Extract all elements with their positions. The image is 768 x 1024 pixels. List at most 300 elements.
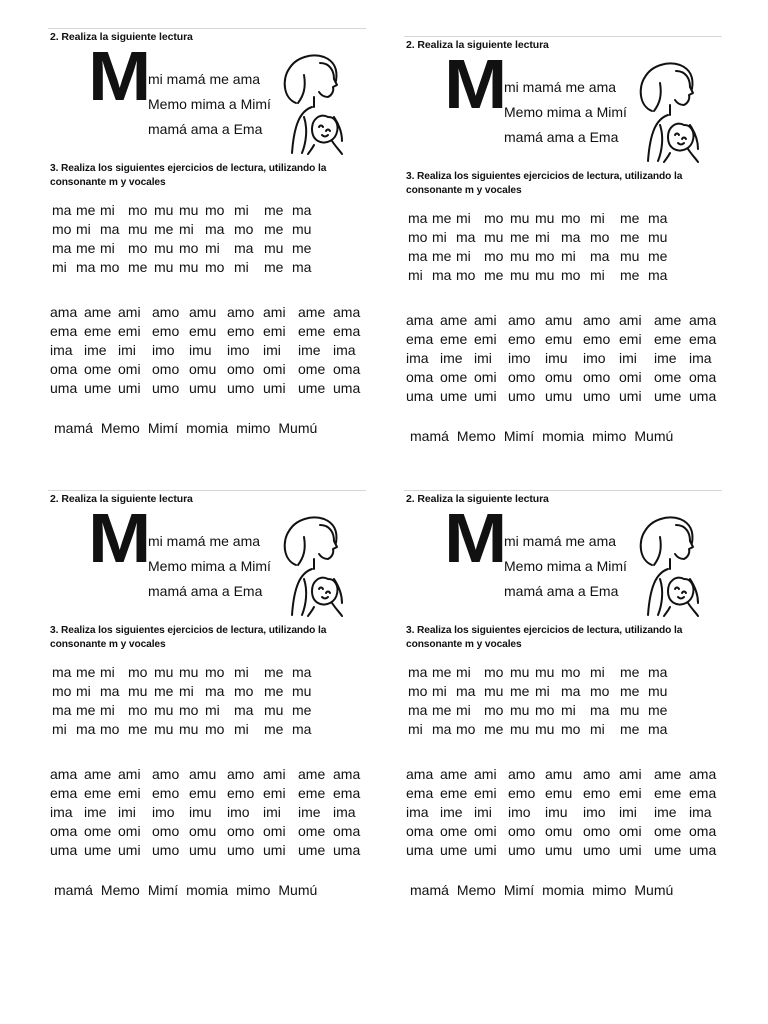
- syllable: ma: [408, 247, 428, 264]
- vowel-syllable: emo: [152, 784, 180, 801]
- vowel-syllable: umo: [583, 387, 611, 404]
- syllable: me: [154, 682, 174, 699]
- reading-word: mamá: [54, 882, 93, 898]
- syllable: mu: [154, 258, 174, 275]
- syllable: mo: [456, 720, 476, 737]
- syllable: mi: [432, 228, 447, 245]
- syllable: mu: [484, 682, 504, 699]
- syllable: mu: [535, 266, 555, 283]
- vowel-syllable: omi: [118, 822, 141, 839]
- vowel-syllable-grid: [406, 310, 723, 405]
- vowel-syllable: amo: [227, 303, 255, 320]
- big-letter-m: M: [88, 499, 150, 578]
- syllable: ma: [408, 701, 428, 718]
- vowel-syllable: umi: [118, 841, 141, 858]
- vowel-syllable: ume: [440, 387, 468, 404]
- vowel-syllable: omo: [583, 822, 611, 839]
- syllable: mu: [620, 701, 640, 718]
- syllable: ma: [590, 701, 610, 718]
- syllable: ma: [408, 663, 428, 680]
- vowel-syllable: eme: [84, 322, 112, 339]
- syllable: mi: [100, 239, 115, 256]
- vowel-syllable: umi: [263, 841, 286, 858]
- reading-sentence: mamá ama a Ema: [148, 583, 263, 599]
- vowel-syllable: ami: [263, 303, 286, 320]
- vowel-syllable: imo: [583, 803, 606, 820]
- syllable: me: [264, 663, 284, 680]
- vowel-syllable: emi: [619, 784, 642, 801]
- vowel-syllable: ima: [333, 341, 356, 358]
- syllable-grid: [52, 200, 314, 276]
- syllable: ma: [561, 682, 581, 699]
- word-list: [410, 428, 681, 444]
- syllable: ma: [292, 258, 312, 275]
- reading-sentence: mi mamá me ama: [504, 533, 617, 549]
- syllable: mi: [100, 701, 115, 718]
- vowel-syllable: ime: [84, 341, 107, 358]
- vowel-syllable: umu: [545, 841, 573, 858]
- separator-line: [48, 28, 366, 29]
- vowel-syllable: eme: [654, 784, 682, 801]
- vowel-syllable: eme: [654, 330, 682, 347]
- vowel-syllable: amo: [508, 311, 536, 328]
- mother-holding-baby-icon: [274, 51, 356, 155]
- vowel-syllable: ema: [333, 784, 361, 801]
- reading-word: mimo: [236, 420, 271, 436]
- syllable: mu: [620, 247, 640, 264]
- vowel-syllable: ume: [440, 841, 468, 858]
- syllable: ma: [205, 682, 225, 699]
- syllable: me: [128, 258, 148, 275]
- syllable: me: [510, 228, 530, 245]
- syllable: mu: [510, 663, 530, 680]
- reading-word: Mimí: [503, 428, 535, 444]
- syllable: mi: [179, 682, 194, 699]
- vowel-syllable: ame: [298, 765, 326, 782]
- vowel-syllable-grid: [406, 764, 723, 859]
- syllable-row: [408, 208, 670, 227]
- vowel-syllable: ima: [50, 803, 73, 820]
- vowel-syllable-row: [50, 340, 367, 359]
- syllable: mu: [264, 701, 284, 718]
- reading-word: Memo: [456, 428, 496, 444]
- vowel-syllable: umo: [227, 841, 255, 858]
- syllable: mo: [590, 228, 610, 245]
- vowel-syllable: imi: [619, 349, 637, 366]
- vowel-syllable-grid: [50, 302, 367, 397]
- vowel-syllable: ame: [654, 765, 682, 782]
- syllable: mu: [510, 266, 530, 283]
- vowel-syllable: oma: [333, 822, 361, 839]
- reading-word: mamá: [410, 882, 449, 898]
- vowel-syllable: ome: [440, 822, 468, 839]
- reading-word: momia: [542, 428, 585, 444]
- syllable-row: [52, 200, 314, 219]
- vowel-syllable: imo: [152, 803, 175, 820]
- vowel-syllable: amo: [227, 765, 255, 782]
- vowel-syllable: uma: [50, 379, 78, 396]
- word-list: [410, 882, 681, 898]
- vowel-syllable: ama: [50, 303, 78, 320]
- vowel-syllable: eme: [298, 784, 326, 801]
- syllable: ma: [52, 239, 72, 256]
- section-2-heading: 2. Realiza la siguiente lectura: [406, 493, 549, 505]
- vowel-syllable: ima: [689, 349, 712, 366]
- vowel-syllable: ima: [689, 803, 712, 820]
- separator-line: [48, 490, 366, 491]
- syllable: mu: [648, 682, 668, 699]
- vowel-syllable: ama: [406, 765, 434, 782]
- syllable-row: [52, 238, 314, 257]
- syllable: mu: [128, 682, 148, 699]
- reading-word: momia: [186, 882, 229, 898]
- syllable: mu: [154, 701, 174, 718]
- vowel-syllable: omi: [619, 368, 642, 385]
- vowel-syllable-row: [406, 821, 723, 840]
- syllable: mi: [100, 663, 115, 680]
- vowel-syllable: oma: [50, 360, 78, 377]
- vowel-syllable: uma: [333, 379, 361, 396]
- vowel-syllable: emi: [619, 330, 642, 347]
- vowel-syllable: umo: [227, 379, 255, 396]
- vowel-syllable-row: [406, 840, 723, 859]
- vowel-syllable: ami: [118, 765, 141, 782]
- vowel-syllable: oma: [333, 360, 361, 377]
- vowel-syllable: ema: [50, 322, 78, 339]
- vowel-syllable: omi: [118, 360, 141, 377]
- vowel-syllable: omi: [474, 822, 497, 839]
- vowel-syllable: uma: [689, 387, 717, 404]
- syllable: mi: [234, 258, 249, 275]
- syllable: mo: [408, 682, 428, 699]
- reading-word: mimo: [236, 882, 271, 898]
- vowel-syllable: ame: [84, 303, 112, 320]
- vowel-syllable: omo: [227, 360, 255, 377]
- vowel-syllable: ime: [440, 349, 463, 366]
- vowel-syllable: ema: [689, 330, 717, 347]
- vowel-syllable: umo: [508, 841, 536, 858]
- vowel-syllable-row: [50, 840, 367, 859]
- vowel-syllable: umi: [619, 387, 642, 404]
- syllable: me: [620, 266, 640, 283]
- syllable-row: [52, 719, 314, 738]
- vowel-syllable: ume: [84, 841, 112, 858]
- vowel-syllable: imi: [474, 803, 492, 820]
- vowel-syllable: amu: [189, 303, 217, 320]
- vowel-syllable: umu: [189, 379, 217, 396]
- syllable-row: [52, 257, 314, 276]
- syllable: mi: [561, 247, 576, 264]
- syllable: mu: [179, 201, 199, 218]
- syllable: mi: [76, 682, 91, 699]
- reading-word: momia: [186, 420, 229, 436]
- syllable: mo: [484, 247, 504, 264]
- vowel-syllable: omi: [263, 822, 286, 839]
- big-letter-m: M: [444, 499, 506, 578]
- syllable: me: [620, 682, 640, 699]
- syllable: mu: [648, 228, 668, 245]
- vowel-syllable: ome: [440, 368, 468, 385]
- vowel-syllable: umu: [545, 387, 573, 404]
- vowel-syllable: ume: [298, 841, 326, 858]
- syllable: mo: [128, 239, 148, 256]
- vowel-syllable: imo: [583, 349, 606, 366]
- syllable: mi: [590, 663, 605, 680]
- syllable: me: [432, 701, 452, 718]
- vowel-syllable: imu: [189, 341, 212, 358]
- syllable: mo: [179, 239, 199, 256]
- syllable: mo: [561, 209, 581, 226]
- syllable: ma: [52, 201, 72, 218]
- syllable-grid: [52, 662, 314, 738]
- reading-word: mimo: [592, 428, 627, 444]
- vowel-syllable: uma: [333, 841, 361, 858]
- syllable: me: [264, 720, 284, 737]
- syllable: mo: [205, 720, 225, 737]
- vowel-syllable: omo: [583, 368, 611, 385]
- syllable: me: [76, 663, 96, 680]
- vowel-syllable: ame: [84, 765, 112, 782]
- syllable: me: [76, 201, 96, 218]
- reading-sentence: mamá ama a Ema: [504, 129, 619, 145]
- vowel-syllable: imi: [118, 341, 136, 358]
- syllable: mu: [292, 682, 312, 699]
- syllable-row: [408, 227, 670, 246]
- reading-word: Mimí: [147, 882, 179, 898]
- syllable: ma: [205, 220, 225, 237]
- syllable: ma: [76, 720, 96, 737]
- syllable-row: [408, 265, 670, 284]
- syllable: mo: [205, 663, 225, 680]
- vowel-syllable: amo: [583, 311, 611, 328]
- reading-sentence: Memo mima a Mimí: [148, 96, 271, 112]
- syllable: me: [264, 258, 284, 275]
- syllable: mu: [510, 247, 530, 264]
- syllable: mu: [179, 720, 199, 737]
- vowel-syllable: amo: [583, 765, 611, 782]
- syllable: mo: [408, 228, 428, 245]
- syllable: mo: [484, 663, 504, 680]
- syllable: mi: [456, 247, 471, 264]
- syllable: ma: [590, 247, 610, 264]
- vowel-syllable: omo: [152, 360, 180, 377]
- syllable: mi: [432, 682, 447, 699]
- syllable: mo: [561, 720, 581, 737]
- vowel-syllable: ama: [333, 765, 361, 782]
- vowel-syllable: omo: [227, 822, 255, 839]
- vowel-syllable: omi: [474, 368, 497, 385]
- syllable-row: [408, 662, 670, 681]
- syllable: ma: [292, 720, 312, 737]
- syllable: mu: [264, 239, 284, 256]
- mother-holding-baby-icon: [274, 513, 356, 617]
- vowel-syllable: ema: [50, 784, 78, 801]
- mother-holding-baby-icon: [630, 59, 712, 163]
- vowel-syllable: imu: [545, 803, 568, 820]
- syllable: mu: [154, 239, 174, 256]
- vowel-syllable-row: [406, 386, 723, 405]
- syllable: mo: [561, 663, 581, 680]
- section-3-heading: 3. Realiza los siguientes ejercicios de lectura, utilizando la consonante m y vocales: [406, 171, 683, 196]
- syllable: mo: [535, 247, 555, 264]
- vowel-syllable: ema: [333, 322, 361, 339]
- syllable: mo: [234, 682, 254, 699]
- syllable: mi: [590, 209, 605, 226]
- vowel-syllable: ama: [406, 311, 434, 328]
- syllable: me: [620, 209, 640, 226]
- reading-word: Mimí: [503, 882, 535, 898]
- vowel-syllable-row: [406, 764, 723, 783]
- syllable: mo: [561, 266, 581, 283]
- syllable: me: [128, 720, 148, 737]
- worksheet-card-top-right: [404, 36, 724, 476]
- vowel-syllable: imi: [263, 341, 281, 358]
- section-3-heading: 3. Realiza los siguientes ejercicios de lectura, utilizando la consonante m y vocales: [406, 625, 683, 650]
- reading-word: mamá: [54, 420, 93, 436]
- vowel-syllable: ime: [298, 341, 321, 358]
- syllable-row: [52, 700, 314, 719]
- vowel-syllable: ome: [654, 368, 682, 385]
- vowel-syllable: amo: [152, 765, 180, 782]
- syllable: mo: [52, 220, 72, 237]
- reading-sentence: mamá ama a Ema: [504, 583, 619, 599]
- syllable: mo: [535, 701, 555, 718]
- syllable: ma: [648, 720, 668, 737]
- syllable: me: [76, 239, 96, 256]
- syllable: me: [154, 220, 174, 237]
- syllable: me: [292, 239, 312, 256]
- syllable: ma: [561, 228, 581, 245]
- syllable-row: [408, 719, 670, 738]
- vowel-syllable: omu: [189, 822, 217, 839]
- reading-sentence: mamá ama a Ema: [148, 121, 263, 137]
- vowel-syllable: ami: [474, 765, 497, 782]
- vowel-syllable: ame: [440, 765, 468, 782]
- section-2-heading: 2. Realiza la siguiente lectura: [50, 31, 193, 43]
- syllable: mo: [100, 258, 120, 275]
- vowel-syllable: emi: [263, 322, 286, 339]
- vowel-syllable: eme: [84, 784, 112, 801]
- vowel-syllable-grid: [50, 764, 367, 859]
- syllable: me: [620, 720, 640, 737]
- vowel-syllable: imo: [227, 803, 250, 820]
- vowel-syllable: emo: [583, 784, 611, 801]
- vowel-syllable: emi: [118, 322, 141, 339]
- syllable: mo: [128, 663, 148, 680]
- vowel-syllable: omu: [545, 368, 573, 385]
- syllable: me: [510, 682, 530, 699]
- syllable: mi: [234, 201, 249, 218]
- vowel-syllable: ome: [654, 822, 682, 839]
- vowel-syllable-row: [50, 378, 367, 397]
- vowel-syllable: ime: [298, 803, 321, 820]
- vowel-syllable: eme: [298, 322, 326, 339]
- syllable: mi: [76, 220, 91, 237]
- syllable-grid: [408, 662, 670, 738]
- vowel-syllable: ima: [406, 349, 429, 366]
- syllable-row: [408, 700, 670, 719]
- reading-sentence: mi mamá me ama: [148, 71, 261, 87]
- vowel-syllable: imo: [227, 341, 250, 358]
- vowel-syllable: ami: [619, 311, 642, 328]
- vowel-syllable: eme: [440, 784, 468, 801]
- vowel-syllable: ama: [689, 311, 717, 328]
- syllable: me: [648, 701, 668, 718]
- reading-word: Memo: [100, 882, 140, 898]
- syllable: ma: [648, 663, 668, 680]
- vowel-syllable-row: [406, 783, 723, 802]
- syllable: mi: [408, 266, 423, 283]
- worksheet-card-bottom-left: [48, 490, 368, 930]
- syllable: me: [484, 720, 504, 737]
- vowel-syllable: emi: [474, 330, 497, 347]
- vowel-syllable: ome: [298, 360, 326, 377]
- vowel-syllable: omu: [189, 360, 217, 377]
- vowel-syllable: umi: [619, 841, 642, 858]
- syllable: mu: [535, 720, 555, 737]
- syllable: me: [264, 220, 284, 237]
- vowel-syllable: ame: [298, 303, 326, 320]
- vowel-syllable: emo: [508, 784, 536, 801]
- syllable: mi: [535, 228, 550, 245]
- vowel-syllable: ame: [440, 311, 468, 328]
- vowel-syllable: emu: [189, 784, 217, 801]
- vowel-syllable: ime: [84, 803, 107, 820]
- syllable: mi: [52, 720, 67, 737]
- syllable: mi: [590, 720, 605, 737]
- vowel-syllable-row: [50, 764, 367, 783]
- vowel-syllable: imo: [152, 341, 175, 358]
- vowel-syllable: amu: [545, 311, 573, 328]
- syllable: mi: [100, 201, 115, 218]
- syllable: me: [620, 228, 640, 245]
- vowel-syllable: ome: [84, 360, 112, 377]
- reading-sentence: mi mamá me ama: [148, 533, 261, 549]
- syllable: mo: [234, 220, 254, 237]
- vowel-syllable: imi: [474, 349, 492, 366]
- syllable: ma: [234, 239, 254, 256]
- syllable: mo: [205, 201, 225, 218]
- vowel-syllable: oma: [406, 822, 434, 839]
- vowel-syllable: imi: [118, 803, 136, 820]
- vowel-syllable: ome: [84, 822, 112, 839]
- vowel-syllable: uma: [406, 387, 434, 404]
- vowel-syllable: umo: [152, 841, 180, 858]
- big-letter-m: M: [88, 37, 150, 116]
- syllable: ma: [234, 701, 254, 718]
- syllable: me: [292, 701, 312, 718]
- syllable: mu: [292, 220, 312, 237]
- vowel-syllable: imu: [189, 803, 212, 820]
- vowel-syllable: oma: [689, 368, 717, 385]
- syllable: ma: [456, 682, 476, 699]
- vowel-syllable: ame: [654, 311, 682, 328]
- syllable-row: [52, 681, 314, 700]
- vowel-syllable: ima: [406, 803, 429, 820]
- syllable: mo: [484, 209, 504, 226]
- vowel-syllable-row: [406, 802, 723, 821]
- vowel-syllable: ema: [689, 784, 717, 801]
- vowel-syllable: ime: [654, 803, 677, 820]
- syllable: mo: [484, 701, 504, 718]
- vowel-syllable: ume: [84, 379, 112, 396]
- syllable: ma: [76, 258, 96, 275]
- vowel-syllable: ama: [689, 765, 717, 782]
- vowel-syllable-row: [50, 302, 367, 321]
- syllable: mu: [179, 258, 199, 275]
- reading-word: Memo: [456, 882, 496, 898]
- syllable: mu: [510, 701, 530, 718]
